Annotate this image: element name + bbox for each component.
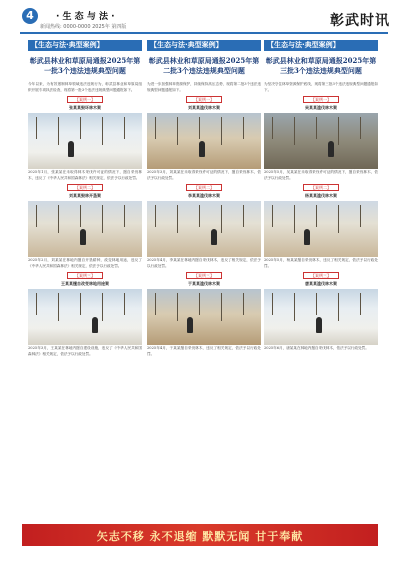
case-text: 2025年1月，张某某在未取得林木采伐许可证的情况下，擅自采伐林木，违反了《中华人民共和国森林法》相关规定，依法予以行政处罚。 xyxy=(28,170,142,180)
tree-shape xyxy=(272,205,273,227)
case-text: 2025年2月，刘某某在林地内擅自开垦耕种，改变林地用途，违反了《中华人民共和国森林法》相关规定，依法予以行政处罚。 xyxy=(28,258,142,268)
tree-shape xyxy=(338,293,339,321)
person-figure xyxy=(68,141,74,157)
tree-shape xyxy=(177,117,178,145)
tree-shape xyxy=(80,117,81,139)
case-photo xyxy=(28,113,142,169)
section-label: · 生 态 与 法 · xyxy=(56,12,115,22)
column-tag: 【生态与法·典型案例】 xyxy=(28,40,142,51)
tree-shape xyxy=(102,293,103,321)
tree-shape xyxy=(58,117,59,145)
article-intro: 为坚决守住林草资源保护底线，现将第三批3个违法违规典型问题通报如下。 xyxy=(264,82,378,92)
case-tag: 【案例二】 xyxy=(186,184,222,191)
person-figure xyxy=(92,317,98,333)
person-figure xyxy=(211,229,217,245)
case-tag: 【案例二】 xyxy=(303,184,339,191)
column-tag: 【生态与法·典型案例】 xyxy=(147,40,261,51)
tree-shape xyxy=(199,117,200,139)
case-tag: 【案例二】 xyxy=(67,184,103,191)
case-tag: 【案例一】 xyxy=(186,96,222,103)
article-title: 彰武县林业和草原局通报2025年第一批3个违法违规典型问题 xyxy=(29,56,141,75)
header-rule xyxy=(20,32,388,34)
tree-shape xyxy=(272,293,273,315)
case-photo xyxy=(147,113,261,169)
tree-shape xyxy=(221,205,222,233)
tree-shape xyxy=(338,205,339,233)
article-intro: 今年以来，为有效遏制林草领域违法违规行为，彰武县林业和草原局组织开展专项执法检查，现将第一批3个违法违规典型问题通报如下。 xyxy=(28,82,142,92)
case-title: 唐某某滥伐林木案 xyxy=(305,281,337,286)
case-tag: 【案例三】 xyxy=(186,272,222,279)
bottom-banner xyxy=(22,524,378,546)
person-figure xyxy=(187,317,193,333)
tree-shape xyxy=(294,293,295,321)
column-tag: 【生态与法·典型案例】 xyxy=(264,40,378,51)
tree-shape xyxy=(58,293,59,321)
tree-shape xyxy=(36,293,37,315)
case-tag: 【案例三】 xyxy=(303,272,339,279)
column-2 xyxy=(147,40,261,518)
case-title: 王某某擅自改变林地用途案 xyxy=(61,281,109,286)
case-photo xyxy=(147,201,261,257)
case-text: 2025年3月，刘某某在未取得采伐许可证的情况下，擅自采伐林木，依法予以行政处罚。 xyxy=(147,170,261,180)
tree-shape xyxy=(58,205,59,233)
tree-shape xyxy=(124,293,125,315)
case-title: 于某某滥伐林木案 xyxy=(188,281,220,286)
tree-shape xyxy=(338,117,339,145)
tree-shape xyxy=(272,117,273,139)
page-header xyxy=(0,0,400,30)
tree-shape xyxy=(199,293,200,315)
case-title: 张某某毁坏林木案 xyxy=(69,105,101,110)
tree-shape xyxy=(221,293,222,321)
tree-shape xyxy=(243,117,244,139)
tree-shape xyxy=(177,293,178,321)
case-tag: 【案例一】 xyxy=(67,96,103,103)
tree-shape xyxy=(155,205,156,227)
tree-shape xyxy=(316,293,317,315)
case-title: 李某某滥伐林木案 xyxy=(188,193,220,198)
page-number: 4 xyxy=(22,8,38,24)
tree-shape xyxy=(36,117,37,139)
case-text: 2025年4月，于某某擅自采伐林木，违反了相关规定，依法予以行政处罚。 xyxy=(147,346,261,356)
article-title: 彰武县林业和草原局通报2025年第三批3个违法违规典型问题 xyxy=(265,56,377,75)
tree-shape xyxy=(155,117,156,139)
tree-shape xyxy=(221,117,222,145)
column-1 xyxy=(28,40,142,518)
case-text: 2025年3月，王某某在林地内擅自建设设施，违反了《中华人民共和国森林法》相关规定，依法予以行政处罚。 xyxy=(28,346,142,356)
tree-shape xyxy=(360,205,361,227)
tree-shape xyxy=(294,205,295,233)
case-tag: 【案例一】 xyxy=(303,96,339,103)
column-3 xyxy=(264,40,378,518)
banner-text: 矢志不移 永不退缩 默默无闻 甘于奉献 xyxy=(96,530,304,543)
case-text: 2025年4月，李某某在林地内擅自采伐林木，违反了相关规定，依法予以行政处罚。 xyxy=(147,258,261,268)
person-figure xyxy=(304,229,310,245)
tree-shape xyxy=(80,205,81,227)
date-line: 新闻热线: 0000-0000 2025年 第四版 xyxy=(40,24,127,30)
person-figure xyxy=(316,317,322,333)
person-figure xyxy=(328,141,334,157)
case-text: 2025年6月，唐某某在林地内擅自采伐林木，依法予以行政处罚。 xyxy=(264,346,369,350)
case-photo xyxy=(28,201,142,257)
case-text: 2025年5月，杨某某擅自采伐林木，违反了相关规定，依法予以行政处罚。 xyxy=(264,258,378,268)
case-title: 刘某某滥伐林木案 xyxy=(188,105,220,110)
person-figure xyxy=(199,141,205,157)
case-title: 吴某某滥伐林木案 xyxy=(305,105,337,110)
tree-shape xyxy=(102,205,103,233)
tree-shape xyxy=(360,117,361,139)
tree-shape xyxy=(360,293,361,315)
person-figure xyxy=(80,229,86,245)
case-title: 杨某某滥伐林木案 xyxy=(305,193,337,198)
case-photo xyxy=(264,201,378,257)
article-intro: 为进一步加强林草资源保护，持续保持高压态势，现将第二批3个违法违规典型问题通报如下。 xyxy=(147,82,261,92)
tree-shape xyxy=(177,205,178,233)
tree-shape xyxy=(36,205,37,227)
tree-shape xyxy=(102,117,103,145)
tree-shape xyxy=(199,205,200,227)
tree-shape xyxy=(316,205,317,227)
tree-shape xyxy=(155,293,156,315)
case-text: 2025年5月，吴某某在未取得采伐许可证的情况下，擅自采伐林木，依法予以行政处罚。 xyxy=(264,170,378,180)
tree-shape xyxy=(316,117,317,139)
case-photo xyxy=(264,289,378,345)
case-photo xyxy=(264,113,378,169)
tree-shape xyxy=(124,117,125,139)
tree-shape xyxy=(294,117,295,145)
tree-shape xyxy=(124,205,125,227)
article-title: 彰武县林业和草原局通报2025年第二批3个违法违规典型问题 xyxy=(148,56,260,75)
case-photo xyxy=(147,289,261,345)
masthead: 彰武时讯 xyxy=(330,13,390,29)
case-title: 刘某某毁林开垦案 xyxy=(69,193,101,198)
tree-shape xyxy=(243,293,244,315)
tree-shape xyxy=(243,205,244,227)
case-tag: 【案例三】 xyxy=(67,272,103,279)
tree-shape xyxy=(80,293,81,315)
case-photo xyxy=(28,289,142,345)
